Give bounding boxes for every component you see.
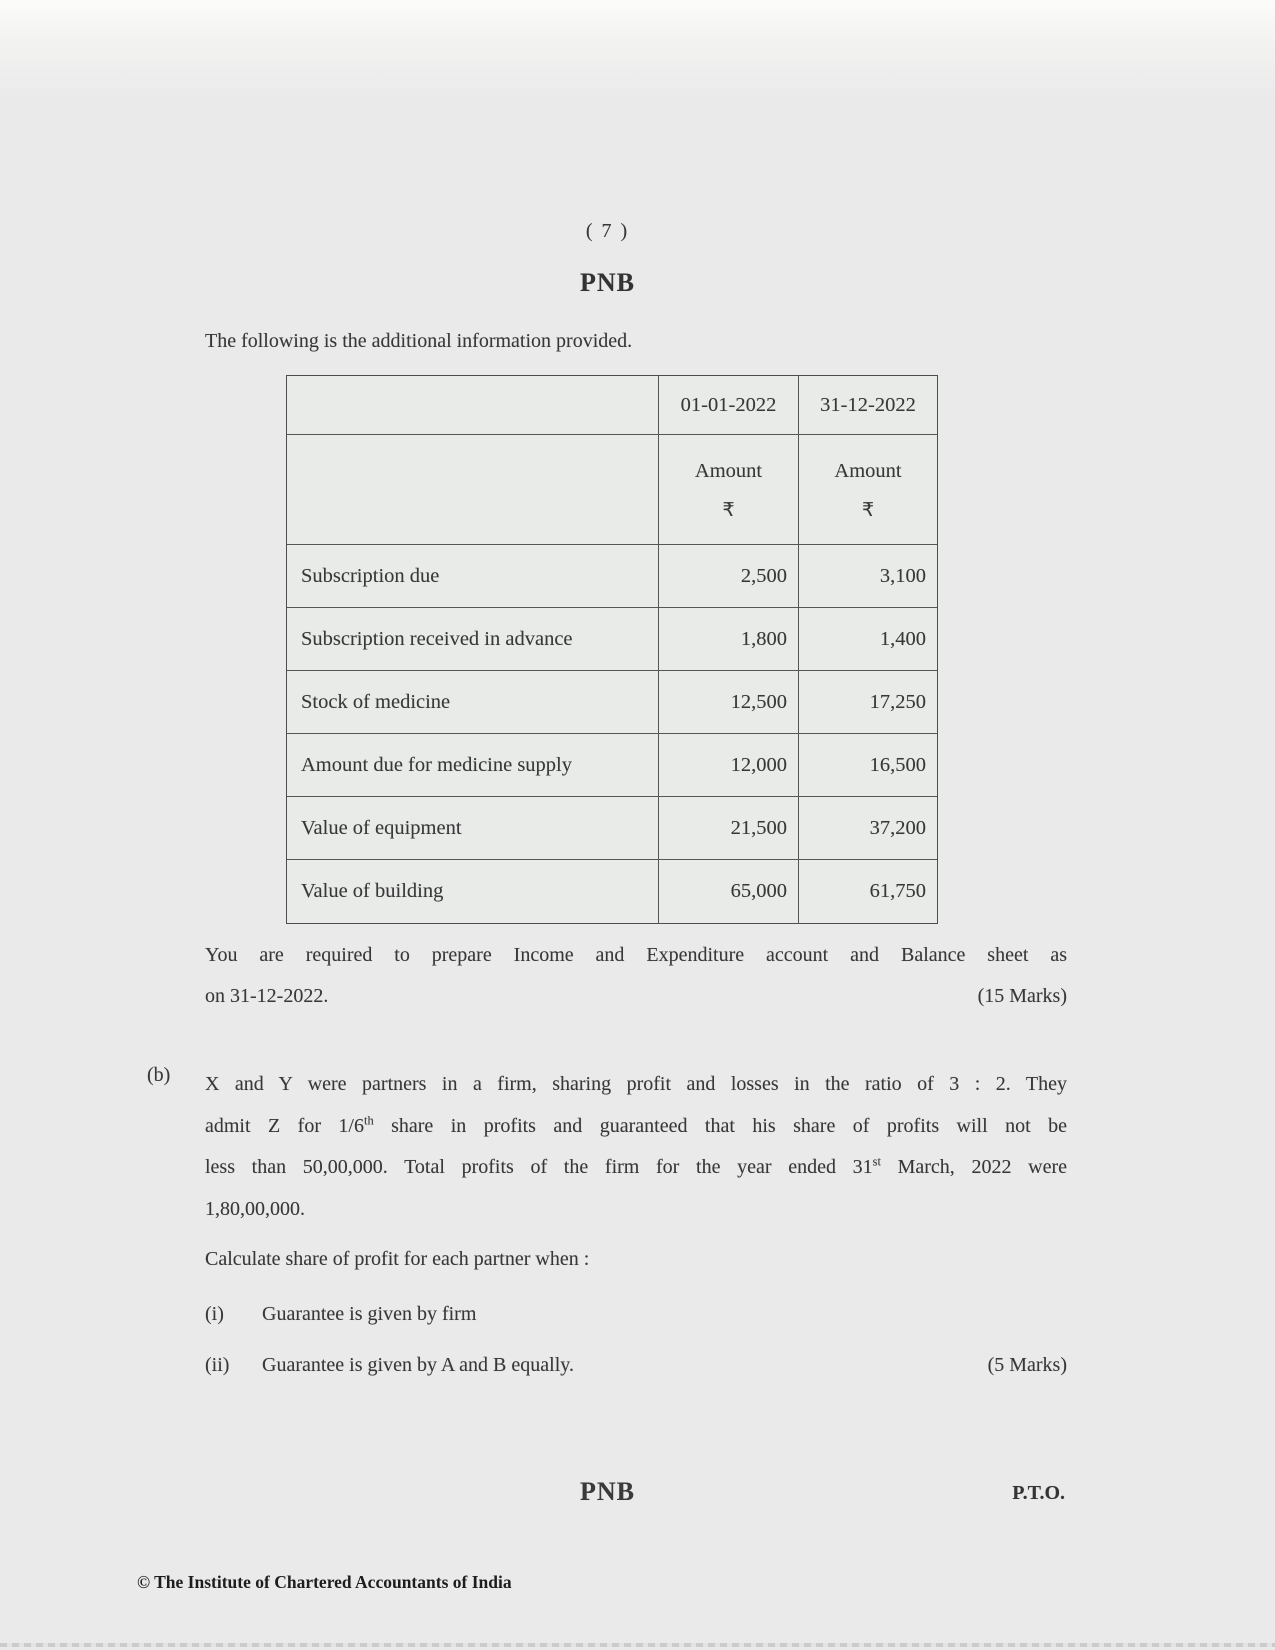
copyright-notice: © The Institute of Chartered Accountants of India	[137, 1572, 512, 1592]
amount-cell: 17,250	[798, 670, 937, 733]
item-ii	[205, 1354, 1067, 1377]
row-label-cell: Amount due for medicine supply	[287, 733, 658, 796]
intro-text: The following is the additional information provided.	[205, 330, 633, 352]
table-corner-blank-cell	[287, 376, 658, 434]
requirement-text	[205, 935, 1067, 1017]
amount-cell: 16,500	[798, 733, 937, 796]
requirement-line-2: on 31-12-2022.	[205, 985, 329, 1007]
requirement-line-1: You are required to prepare Income and Expenditure account and Balance sheet as	[205, 944, 1067, 966]
date-header-cell: 31-12-2022	[798, 376, 937, 434]
row-label-cell: Value of equipment	[287, 796, 658, 859]
amount-label: Amount	[694, 460, 763, 482]
item-i	[205, 1303, 1067, 1326]
question-b-paragraph	[205, 1064, 1067, 1230]
amount-label: Amount	[834, 460, 902, 482]
item-ii-text: Guarantee is given by A and B equally.	[262, 1354, 574, 1376]
amount-cell: 1,400	[798, 607, 937, 670]
superscript: st	[872, 1154, 881, 1169]
scan-bottom-edge	[0, 1643, 1275, 1647]
amount-cell: 12,500	[658, 670, 798, 733]
row-label-cell: Subscription due	[287, 544, 658, 607]
amount-cell: 65,000	[658, 859, 798, 923]
question-b-line-4: 1,80,00,000.	[205, 1197, 305, 1220]
amount-cell: 61,750	[798, 859, 937, 923]
row-label-cell: Value of building	[287, 859, 658, 923]
amount-cell: 12,000	[658, 733, 798, 796]
item-i-number: (i)	[205, 1303, 224, 1325]
date-header-cell: 01-01-2022	[658, 376, 798, 434]
rupee-symbol: ₹	[722, 499, 735, 521]
amount-cell: 21,500	[658, 796, 798, 859]
row-label-cell: Subscription received in advance	[287, 607, 658, 670]
question-b-line-1: X and Y were partners in a firm, sharing profit and losses in the ratio of 3 : 2. They	[205, 1073, 1067, 1095]
rupee-symbol: ₹	[861, 499, 875, 521]
superscript: th	[364, 1112, 374, 1127]
table-blank-cell	[287, 434, 658, 544]
question-b-line-3: less than 50,00,000. Total profits of the firm for the year ended 31st March, 2022 were	[205, 1154, 1067, 1178]
question-b-label: (b)	[147, 1064, 171, 1086]
pto-label: P.T.O.	[1012, 1482, 1065, 1504]
amount-header-cell	[658, 434, 798, 544]
info-table	[286, 375, 938, 924]
amount-cell: 1,800	[658, 607, 798, 670]
amount-cell: 37,200	[798, 796, 937, 859]
row-label-cell: Stock of medicine	[287, 670, 658, 733]
page-number: ( 7 )	[585, 220, 630, 242]
amount-cell: 2,500	[658, 544, 798, 607]
amount-cell: 3,100	[798, 544, 937, 607]
item-ii-number: (ii)	[205, 1354, 230, 1376]
item-i-text: Guarantee is given by firm	[262, 1303, 477, 1325]
amount-header-cell	[798, 434, 937, 544]
marks-15-label: (15 Marks)	[977, 985, 1067, 1007]
exam-code-header: PNB	[580, 268, 635, 297]
marks-5-label: (5 Marks)	[987, 1354, 1067, 1376]
question-b-line-2: admit Z for 1/6th share in profits and guaranteed that his share of profits will not be	[205, 1112, 1068, 1137]
calculate-instruction: Calculate share of profit for each partner when :	[205, 1248, 590, 1270]
exam-code-footer: PNB	[580, 1477, 635, 1506]
